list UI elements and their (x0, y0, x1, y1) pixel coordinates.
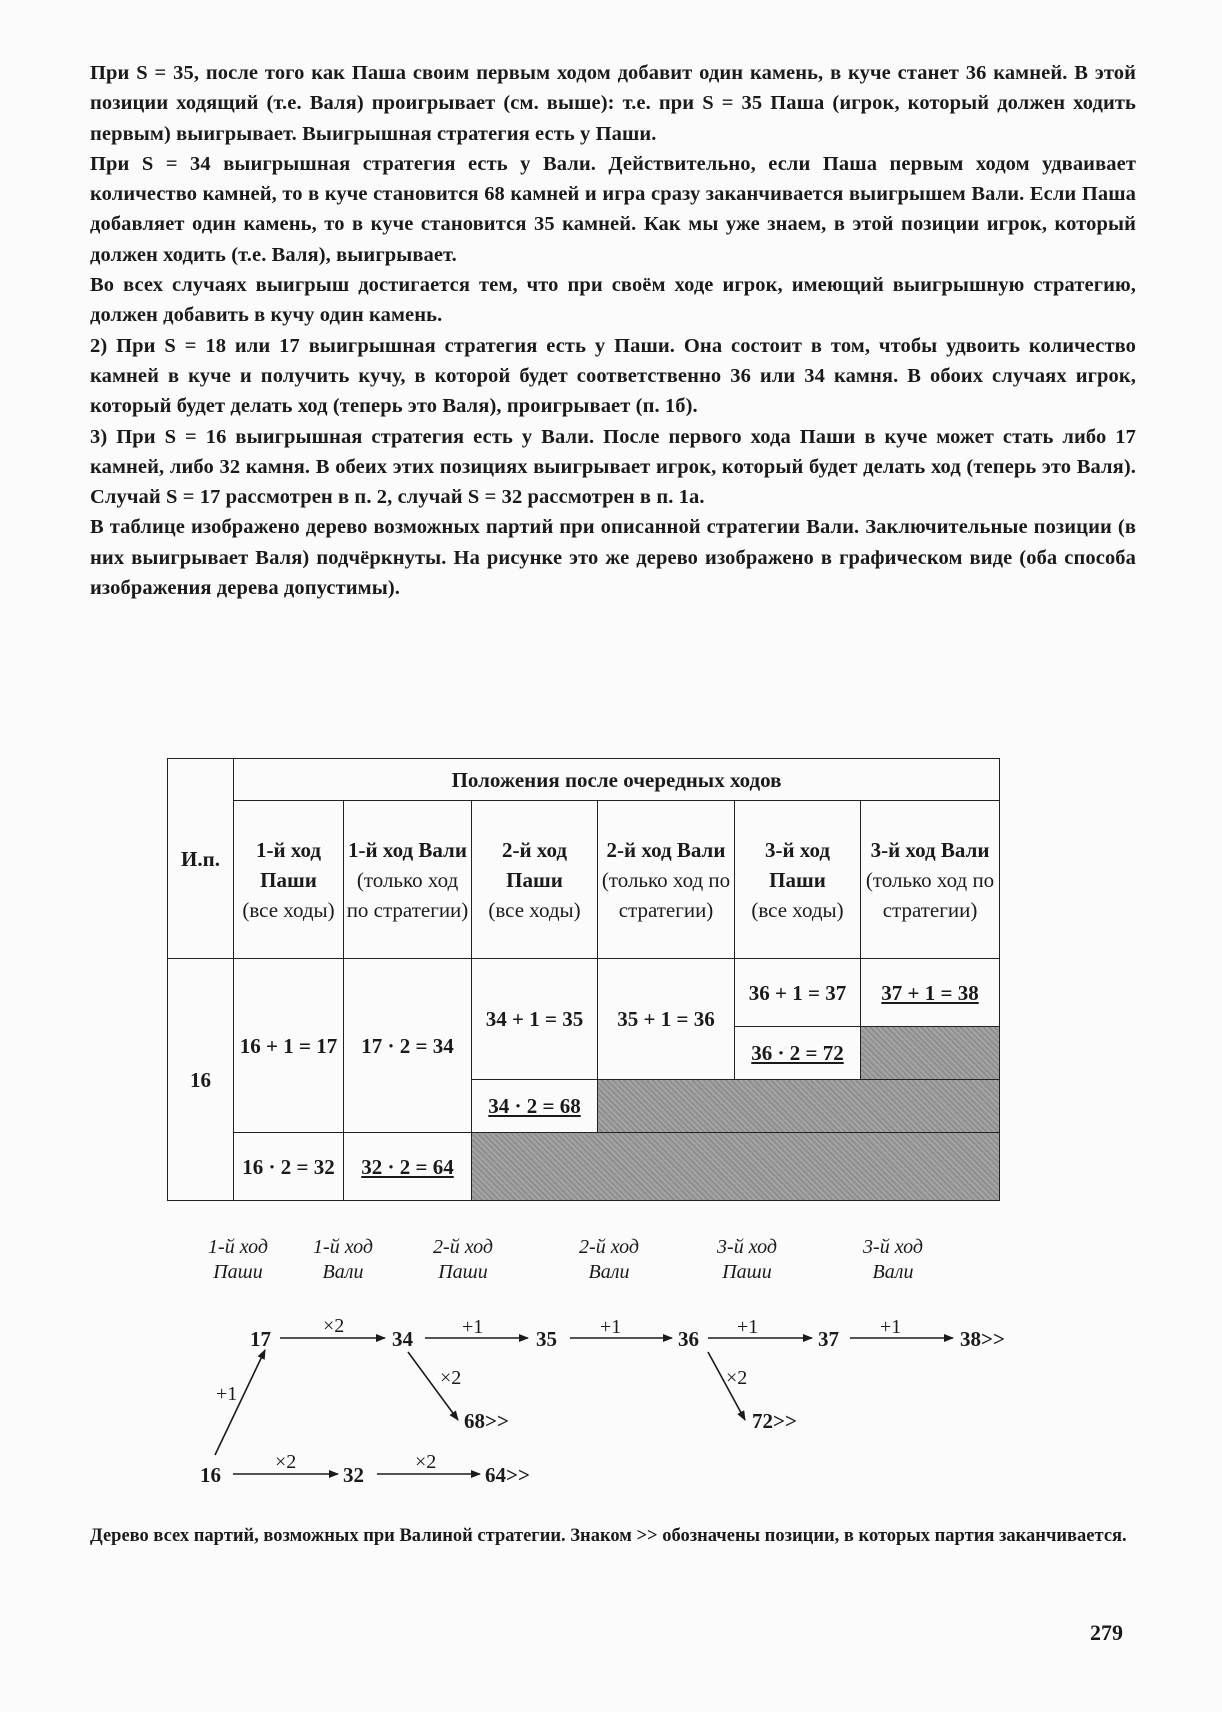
col-header: 2-й ход Вали (только ход по стратегии) (598, 801, 735, 959)
paragraph: 3) При S = 16 выигрышная стратегия есть у Вали. После первого хода Паши в куче может стать либо 17 камней, либо 32 камня. В обеих этих позициях выигрывает игрок, который будет делать ход (теперь это Валя). Случай S = 17 рассмотрен в п. 2, случай S = 32 рассмотрен в п. 1а. (90, 425, 1136, 509)
move-label: 1-й ход Паши (208, 1236, 268, 1283)
node-64: 64>> (485, 1463, 530, 1487)
move-label: 1-й ход Вали (313, 1236, 373, 1283)
cell-initial: 16 (168, 959, 234, 1201)
main-text (90, 58, 1136, 603)
group-header: Положения после очередных ходов (234, 759, 1000, 801)
node-72: 72>> (752, 1409, 797, 1433)
op-label: ×2 (726, 1367, 748, 1389)
op-label: ×2 (440, 1367, 462, 1389)
op-label: ×2 (323, 1315, 345, 1337)
page-number: 279 (1090, 1620, 1123, 1645)
paragraph: При S = 35, после того как Паша своим первым ходом добавит один камень, в куче станет 36 камней. В этой позиции ходящий (т.е. Валя) проигрывает (см. выше): т.е. при S = 35 Паша (игрок, который должен ходить первым) выигрывает. Выигрышная стратегия есть у Паши. (90, 62, 1136, 145)
cell-pasha2: 34 + 1 = 35 (472, 959, 598, 1080)
figure-caption: Дерево всех партий, возможных при Валиной стратегии. Знаком >> обозначены позиции, в которых партия заканчивается. (90, 1526, 1127, 1546)
move-label: 3-й ход Вали (863, 1236, 923, 1283)
shaded-cell (861, 1027, 1000, 1080)
paragraph: При S = 34 выигрышная стратегия есть у Вали. Действительно, если Паша первым ходом удваивает количество камней, то в куче становится 68 камней и игра сразу заканчивается выигрышем Вали. Если Паша добавляет один камень, то в куче становится 35 камней. Как мы уже знаем, в этой позиции игрок, который должен ходить (т.е. Валя), выигрывает. (90, 152, 1136, 266)
node-32: 32 (343, 1463, 364, 1487)
cell-pasha1: 16 + 1 = 17 (234, 959, 344, 1133)
node-38: 38>> (960, 1327, 1005, 1351)
col-header: 1-й ход Вали (только ход по стратегии) (344, 801, 472, 959)
cell-valya3-final: 37 + 1 = 38 (861, 959, 1000, 1027)
move-label: 2-й ход Вали (579, 1236, 639, 1283)
move-label: 2-й ход Паши (433, 1236, 493, 1283)
col-header: 1-й ход Паши (все ходы) (234, 801, 344, 959)
cell-valya2: 35 + 1 = 36 (598, 959, 735, 1080)
node-36: 36 (678, 1327, 699, 1351)
op-label: +1 (600, 1316, 622, 1338)
op-label: +1 (737, 1316, 759, 1338)
col-header: 3-й ход Паши (все ходы) (735, 801, 861, 959)
tree-move-labels (0, 1235, 1222, 1295)
op-label: +1 (216, 1383, 238, 1405)
col-header-initial: И.п. (168, 759, 234, 959)
op-label: ×2 (275, 1451, 297, 1473)
node-16: 16 (200, 1463, 221, 1487)
op-label: +1 (880, 1316, 902, 1338)
move-label: 3-й ход Паши (717, 1236, 777, 1283)
cell-valya1: 17 · 2 = 34 (344, 959, 472, 1133)
cell-pasha1-b: 16 · 2 = 32 (234, 1133, 344, 1201)
game-tree-diagram (0, 1300, 1222, 1500)
col-header: 3-й ход Вали (только ход по стратегии) (861, 801, 1000, 959)
paragraph: 2) При S = 18 или 17 выигрышная стратегия есть у Паши. Она состоит в том, чтобы удвоить количество камней в куче и получить кучу, в которой будет соответственно 36 или 34 камня. В обоих случаях игрок, который будет делать ход (теперь это Валя), проигрывает (п. 1б). (90, 334, 1136, 418)
paragraph: Во всех случаях выигрыш достигается тем, что при своём ходе игрок, имеющий выигрышную стратегию, должен добавить в кучу один камень. (90, 274, 1136, 327)
cell-valya1-final: 32 · 2 = 64 (344, 1133, 472, 1201)
op-label: ×2 (415, 1451, 437, 1473)
shaded-cell (598, 1080, 1000, 1133)
node-34: 34 (392, 1327, 413, 1351)
cell-pasha3: 36 + 1 = 37 (735, 959, 861, 1027)
cell-pasha3-final: 36 · 2 = 72 (735, 1027, 861, 1080)
node-37: 37 (818, 1327, 839, 1351)
cell-pasha2-final: 34 · 2 = 68 (472, 1080, 598, 1133)
op-label: +1 (462, 1316, 484, 1338)
node-68: 68>> (464, 1409, 509, 1433)
node-17: 17 (250, 1327, 271, 1351)
col-header: 2-й ход Паши (все ходы) (472, 801, 598, 959)
paragraph: В таблице изображено дерево возможных партий при описанной стратегии Вали. Заключительные позиции (в них выигрывает Валя) подчёркнуты. На рисунке это же дерево изображено в графическом виде (оба способа изображения дерева допустимы). (90, 516, 1136, 600)
shaded-cell (472, 1133, 1000, 1201)
node-35: 35 (536, 1327, 557, 1351)
game-tree-table (167, 758, 1000, 1201)
